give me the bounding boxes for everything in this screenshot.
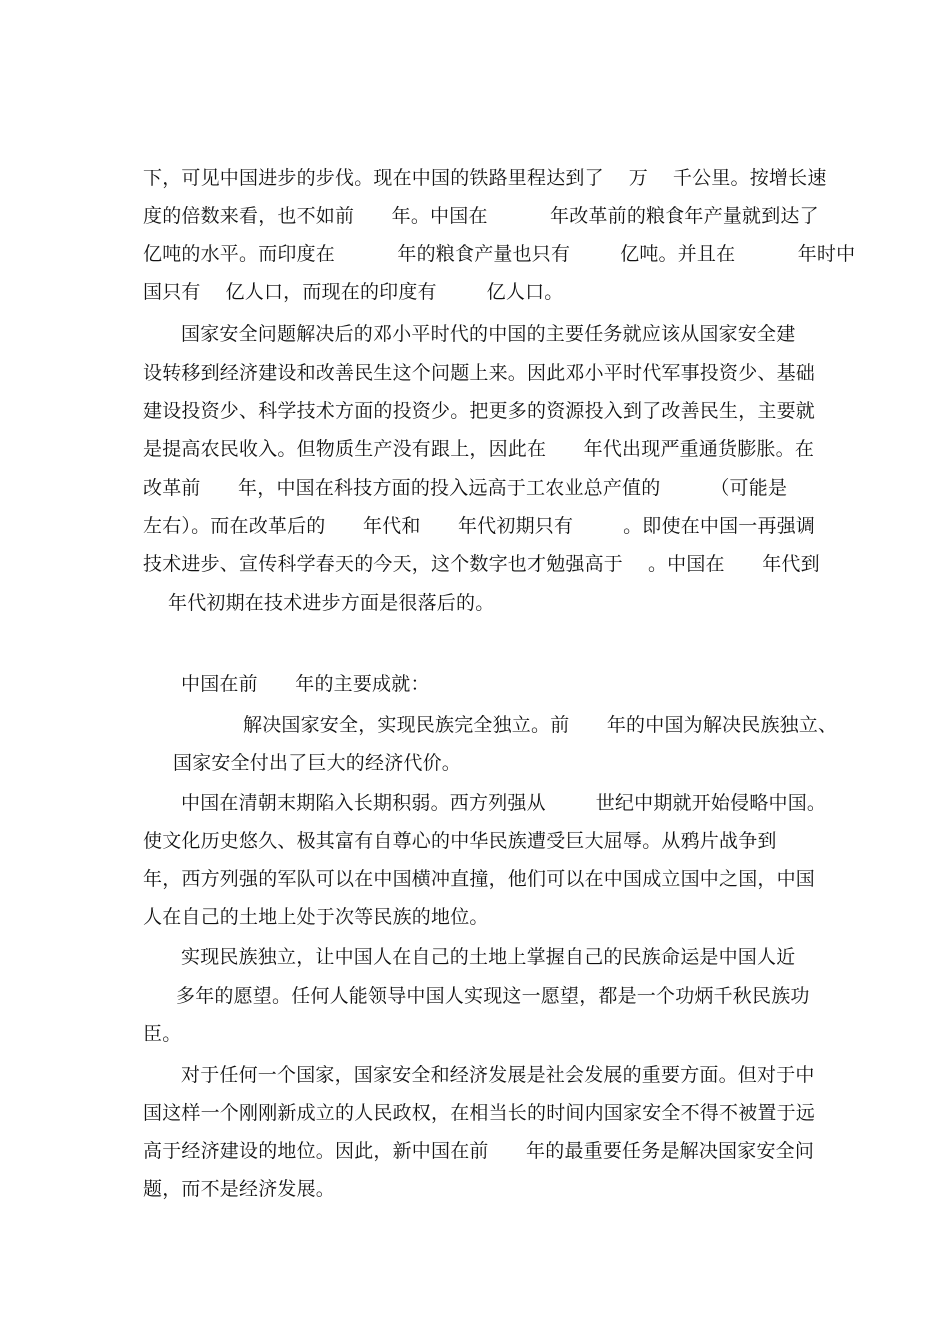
text-line: 建设投资少、科学技术方面的投资少。把更多的资源投入到了改善民生，主要就 [143,400,816,422]
text-line: 题，而不是经济发展。 [143,1178,336,1200]
text-line: 国家安全付出了巨大的经济代价。 [173,752,462,774]
text-line: 年代初期在技术进步方面是很落后的。 [168,592,495,614]
text-line: 下，可见中国进步的步伐。现在中国的铁路里程达到了 万 千公里。按增长速 [143,167,827,189]
text-line: 多年的愿望。任何人能领导中国人实现这一愿望，都是一个功炳千秋民族功 [176,985,810,1007]
text-line: 是提高农民收入。但物质生产没有跟上，因此在 年代出现严重通货膨胀。在 [143,438,815,460]
text-line: 高于经济建设的地位。因此，新中国在前 年的最重要任务是解决国家安全问 [143,1140,815,1162]
text-line: 国这样一个刚刚新成立的人民政权，在相当长的时间内国家安全不得不被置于远 [143,1102,816,1124]
text-line: 臣。 [143,1023,182,1045]
section-heading: 中国在前 年的主要成就： [181,673,430,695]
text-line: 中国在清朝末期陷入长期积弱。西方列强从 世纪中期就开始侵略中国。 [181,792,827,814]
text-line: 度的倍数来看，也不如前 年。中国在 年改革前的粮食年产量就到达了 [143,205,819,227]
text-line: 人在自己的土地上处于次等民族的地位。 [143,906,489,928]
text-line: 实现民族独立，让中国人在自己的土地上掌握自己的民族命运是中国人近 [181,946,796,968]
text-line: 年，西方列强的军队可以在中国横冲直撞，他们可以在中国成立国中之国，中国 [143,868,816,890]
text-line: 亿吨的水平。而印度在 年的粮食产量也只有 亿吨。并且在 年时中 [143,243,856,265]
text-line: 左右）。而在改革后的 年代和 年代初期只有 。即使在中国一再强调 [143,515,816,537]
text-line: 国只有 亿人口，而现在的印度有 亿人口。 [143,281,564,303]
text-line: 设转移到经济建设和改善民生这个问题上来。因此邓小平时代军事投资少、基础 [143,362,816,384]
text-line: 对于任何一个国家，国家安全和经济发展是社会发展的重要方面。但对于中 [181,1064,815,1086]
text-line: 改革前 年，中国在科技方面的投入远高于工农业总产值的 （可能是 [143,477,788,499]
text-line: 使文化历史悠久、极其富有自尊心的中华民族遭受巨大屈辱。从鸦片战争到 [143,830,777,852]
text-line: 技术进步、宣传科学春天的今天，这个数字也才勉强高于 。中国在 年代到 [143,553,820,575]
text-line: 国家安全问题解决后的邓小平时代的中国的主要任务就应该从国家安全建 [181,323,796,345]
text-line: 解决国家安全，实现民族完全独立。前 年的中国为解决民族独立、 [243,714,838,736]
